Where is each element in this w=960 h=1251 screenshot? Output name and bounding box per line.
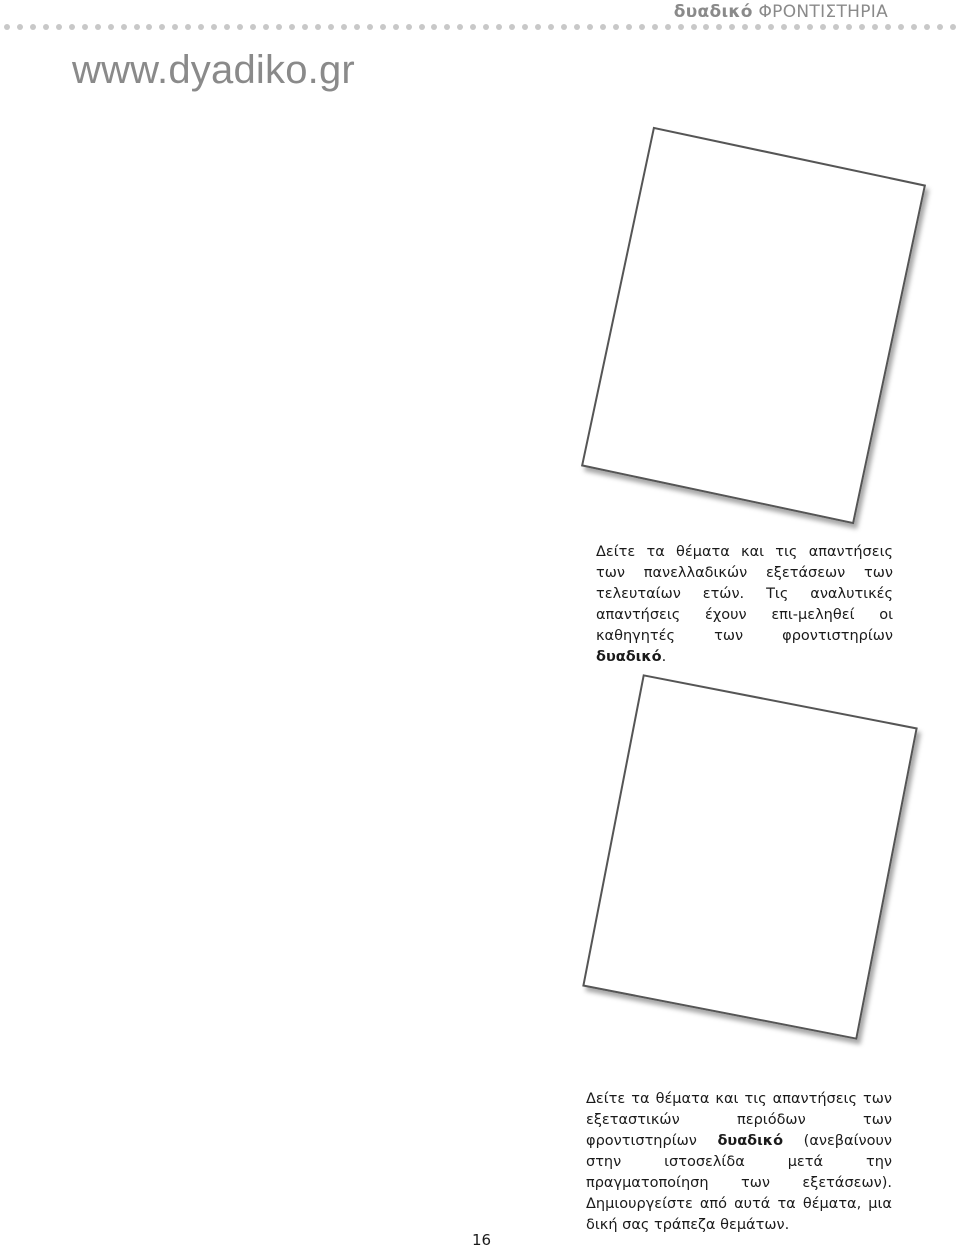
page-number: 16 xyxy=(472,1231,492,1249)
divider-dot xyxy=(678,24,684,30)
divider-dot xyxy=(820,24,826,30)
divider-dot xyxy=(108,24,114,30)
divider-dot xyxy=(185,24,191,30)
divider-dot xyxy=(626,24,632,30)
divider-dot xyxy=(522,24,528,30)
divider-dot xyxy=(406,24,412,30)
caption-two-text-before: Δείτε τα θέματα και τις απαντήσεις των εξεταστικών περιόδων των φροντιστηρίων xyxy=(586,1091,892,1149)
divider-dot xyxy=(898,24,904,30)
divider-dot xyxy=(121,24,127,30)
divider-dot xyxy=(82,24,88,30)
divider-dot xyxy=(950,24,956,30)
caption-two-text-after: (ανεβαίνουν στην ιστοσελίδα μετά την πραγματοποίηση των εξετάσεων). Δημιουργείστε από αυτά τα θέματα, μια δική σας τράπεζα θεμάτων. xyxy=(586,1133,892,1233)
divider-dot xyxy=(146,24,152,30)
divider-dot xyxy=(341,24,347,30)
divider-dot xyxy=(328,24,334,30)
divider-dot xyxy=(574,24,580,30)
caption-two-brand: δυαδικό xyxy=(717,1133,784,1149)
divider-dot xyxy=(639,24,645,30)
divider-dot xyxy=(159,24,165,30)
tilted-page-placeholder-top xyxy=(581,127,926,524)
divider-dot xyxy=(937,24,943,30)
divider-dot xyxy=(393,24,399,30)
divider-dot xyxy=(263,24,269,30)
divider-dot xyxy=(807,24,813,30)
divider-dot xyxy=(781,24,787,30)
divider-dot xyxy=(134,24,140,30)
divider-dot xyxy=(224,24,230,30)
divider-dot xyxy=(509,24,515,30)
caption-one-brand: δυαδικό xyxy=(596,649,662,665)
divider-dot xyxy=(56,24,62,30)
brand-name: δυαδικό xyxy=(673,2,753,22)
dotted-divider xyxy=(0,24,960,32)
divider-dot xyxy=(30,24,36,30)
site-url: www.dyadiko.gr xyxy=(72,48,355,92)
divider-dot xyxy=(652,24,658,30)
divider-dot xyxy=(43,24,49,30)
divider-dot xyxy=(380,24,386,30)
divider-dot xyxy=(367,24,373,30)
divider-dot xyxy=(729,24,735,30)
divider-dot xyxy=(483,24,489,30)
divider-dot xyxy=(198,24,204,30)
divider-dot xyxy=(924,24,930,30)
divider-dot xyxy=(768,24,774,30)
divider-dot xyxy=(535,24,541,30)
divider-dot xyxy=(911,24,917,30)
divider-dot xyxy=(315,24,321,30)
divider-dot xyxy=(419,24,425,30)
divider-dot xyxy=(4,24,10,30)
divider-dot xyxy=(794,24,800,30)
divider-dot xyxy=(872,24,878,30)
divider-dot xyxy=(354,24,360,30)
divider-dot xyxy=(289,24,295,30)
divider-dot xyxy=(431,24,437,30)
divider-dot xyxy=(755,24,761,30)
divider-dot xyxy=(716,24,722,30)
divider-dot xyxy=(172,24,178,30)
divider-dot xyxy=(302,24,308,30)
divider-dot xyxy=(703,24,709,30)
divider-dot xyxy=(742,24,748,30)
divider-dot xyxy=(470,24,476,30)
divider-dot xyxy=(237,24,243,30)
divider-dot xyxy=(561,24,567,30)
divider-dot xyxy=(691,24,697,30)
divider-dot xyxy=(833,24,839,30)
tilted-page-placeholder-bottom xyxy=(582,674,918,1040)
divider-dot xyxy=(444,24,450,30)
divider-dot xyxy=(613,24,619,30)
divider-dot xyxy=(95,24,101,30)
divider-dot xyxy=(250,24,256,30)
divider-dot xyxy=(885,24,891,30)
divider-dot xyxy=(587,24,593,30)
divider-dot xyxy=(665,24,671,30)
divider-dot xyxy=(846,24,852,30)
divider-dot xyxy=(600,24,606,30)
caption-one-end: . xyxy=(661,649,667,665)
divider-dot xyxy=(276,24,282,30)
divider-dot xyxy=(457,24,463,30)
divider-dot xyxy=(548,24,554,30)
divider-dot xyxy=(496,24,502,30)
brand-subtitle: ΦΡΟΝΤΙΣΤΗΡΙΑ xyxy=(758,2,888,22)
header-brand xyxy=(674,2,888,22)
caption-exam-periods xyxy=(586,1089,892,1236)
divider-dot xyxy=(69,24,75,30)
caption-panhellenic-exams xyxy=(596,542,893,668)
caption-one-text: Δείτε τα θέματα και τις απαντήσεις των πανελλαδικών εξετάσεων των τελευταίων ετών. Τις αναλυτικές απαντήσεις έχουν επι-μεληθεί οι καθηγητές των φροντιστηρίων xyxy=(596,544,893,644)
divider-dot xyxy=(859,24,865,30)
divider-dot xyxy=(211,24,217,30)
divider-dot xyxy=(17,24,23,30)
